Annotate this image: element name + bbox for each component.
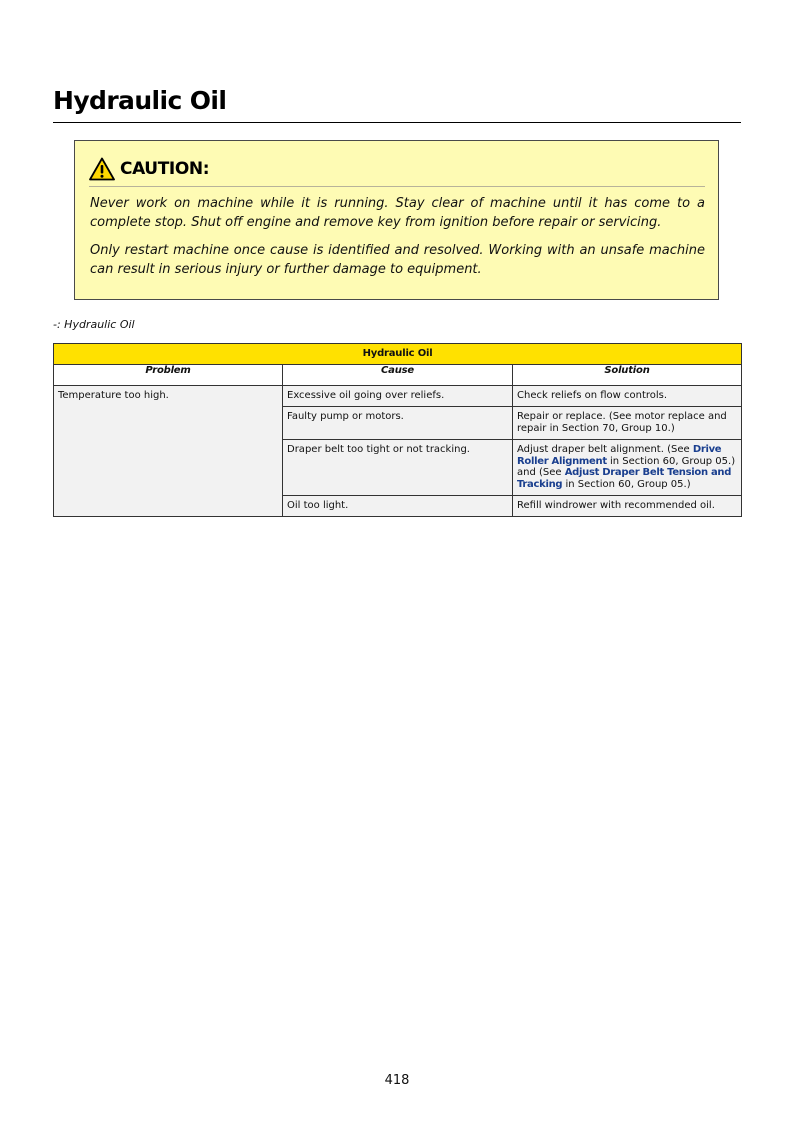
table-row [54, 386, 742, 407]
cause-cell: Oil too light. [283, 496, 513, 517]
solution-cell: Refill windrower with recommended oil. [513, 496, 742, 517]
solution-text: Adjust draper belt alignment. (See [517, 444, 693, 455]
caution-box [74, 140, 719, 300]
problem-cell: Temperature too high. [54, 386, 283, 517]
page-number: 418 [384, 1073, 410, 1088]
caution-header [89, 155, 209, 183]
solution-cell: Repair or replace. (See motor replace and repair in Section 70, Group 10.) [513, 407, 742, 440]
column-header-solution: Solution [513, 365, 742, 386]
caution-paragraph: Only restart machine once cause is identified and resolved. Working with an unsafe machine can result in serious injury or further damage to equipment. [90, 243, 705, 277]
table-title: Hydraulic Oil [54, 344, 742, 365]
table-caption: -: Hydraulic Oil [53, 318, 135, 331]
title-divider [53, 122, 741, 123]
solution-text: in Section 60, Group 05.) and (See [517, 455, 736, 478]
column-header-cause: Cause [283, 365, 513, 386]
column-header-problem: Problem [54, 365, 283, 386]
page-title: Hydraulic Oil [53, 86, 227, 115]
solution-cell [513, 440, 742, 496]
warning-triangle-icon [89, 157, 115, 181]
cause-cell: Faulty pump or motors. [283, 407, 513, 440]
drive-roller-alignment-link[interactable]: Drive Roller Alignment [517, 444, 722, 467]
solution-text: in Section 60, Group 05.) [562, 478, 691, 490]
caution-divider [89, 186, 705, 187]
troubleshooting-table [53, 343, 742, 517]
solution-cell: Check reliefs on flow controls. [513, 386, 742, 407]
cause-cell: Excessive oil going over reliefs. [283, 386, 513, 407]
cause-cell: Draper belt too tight or not tracking. [283, 440, 513, 496]
caution-paragraph: Never work on machine while it is running. Stay clear of machine until it has come to a complete stop. Shut off engine and remove key from ignition before repair or servicing. [90, 196, 705, 230]
adjust-draper-belt-tension-link[interactable]: Adjust Draper Belt Tension and Tracking [517, 467, 732, 490]
table-header-row [54, 365, 742, 386]
caution-title: CAUTION: [120, 159, 210, 179]
